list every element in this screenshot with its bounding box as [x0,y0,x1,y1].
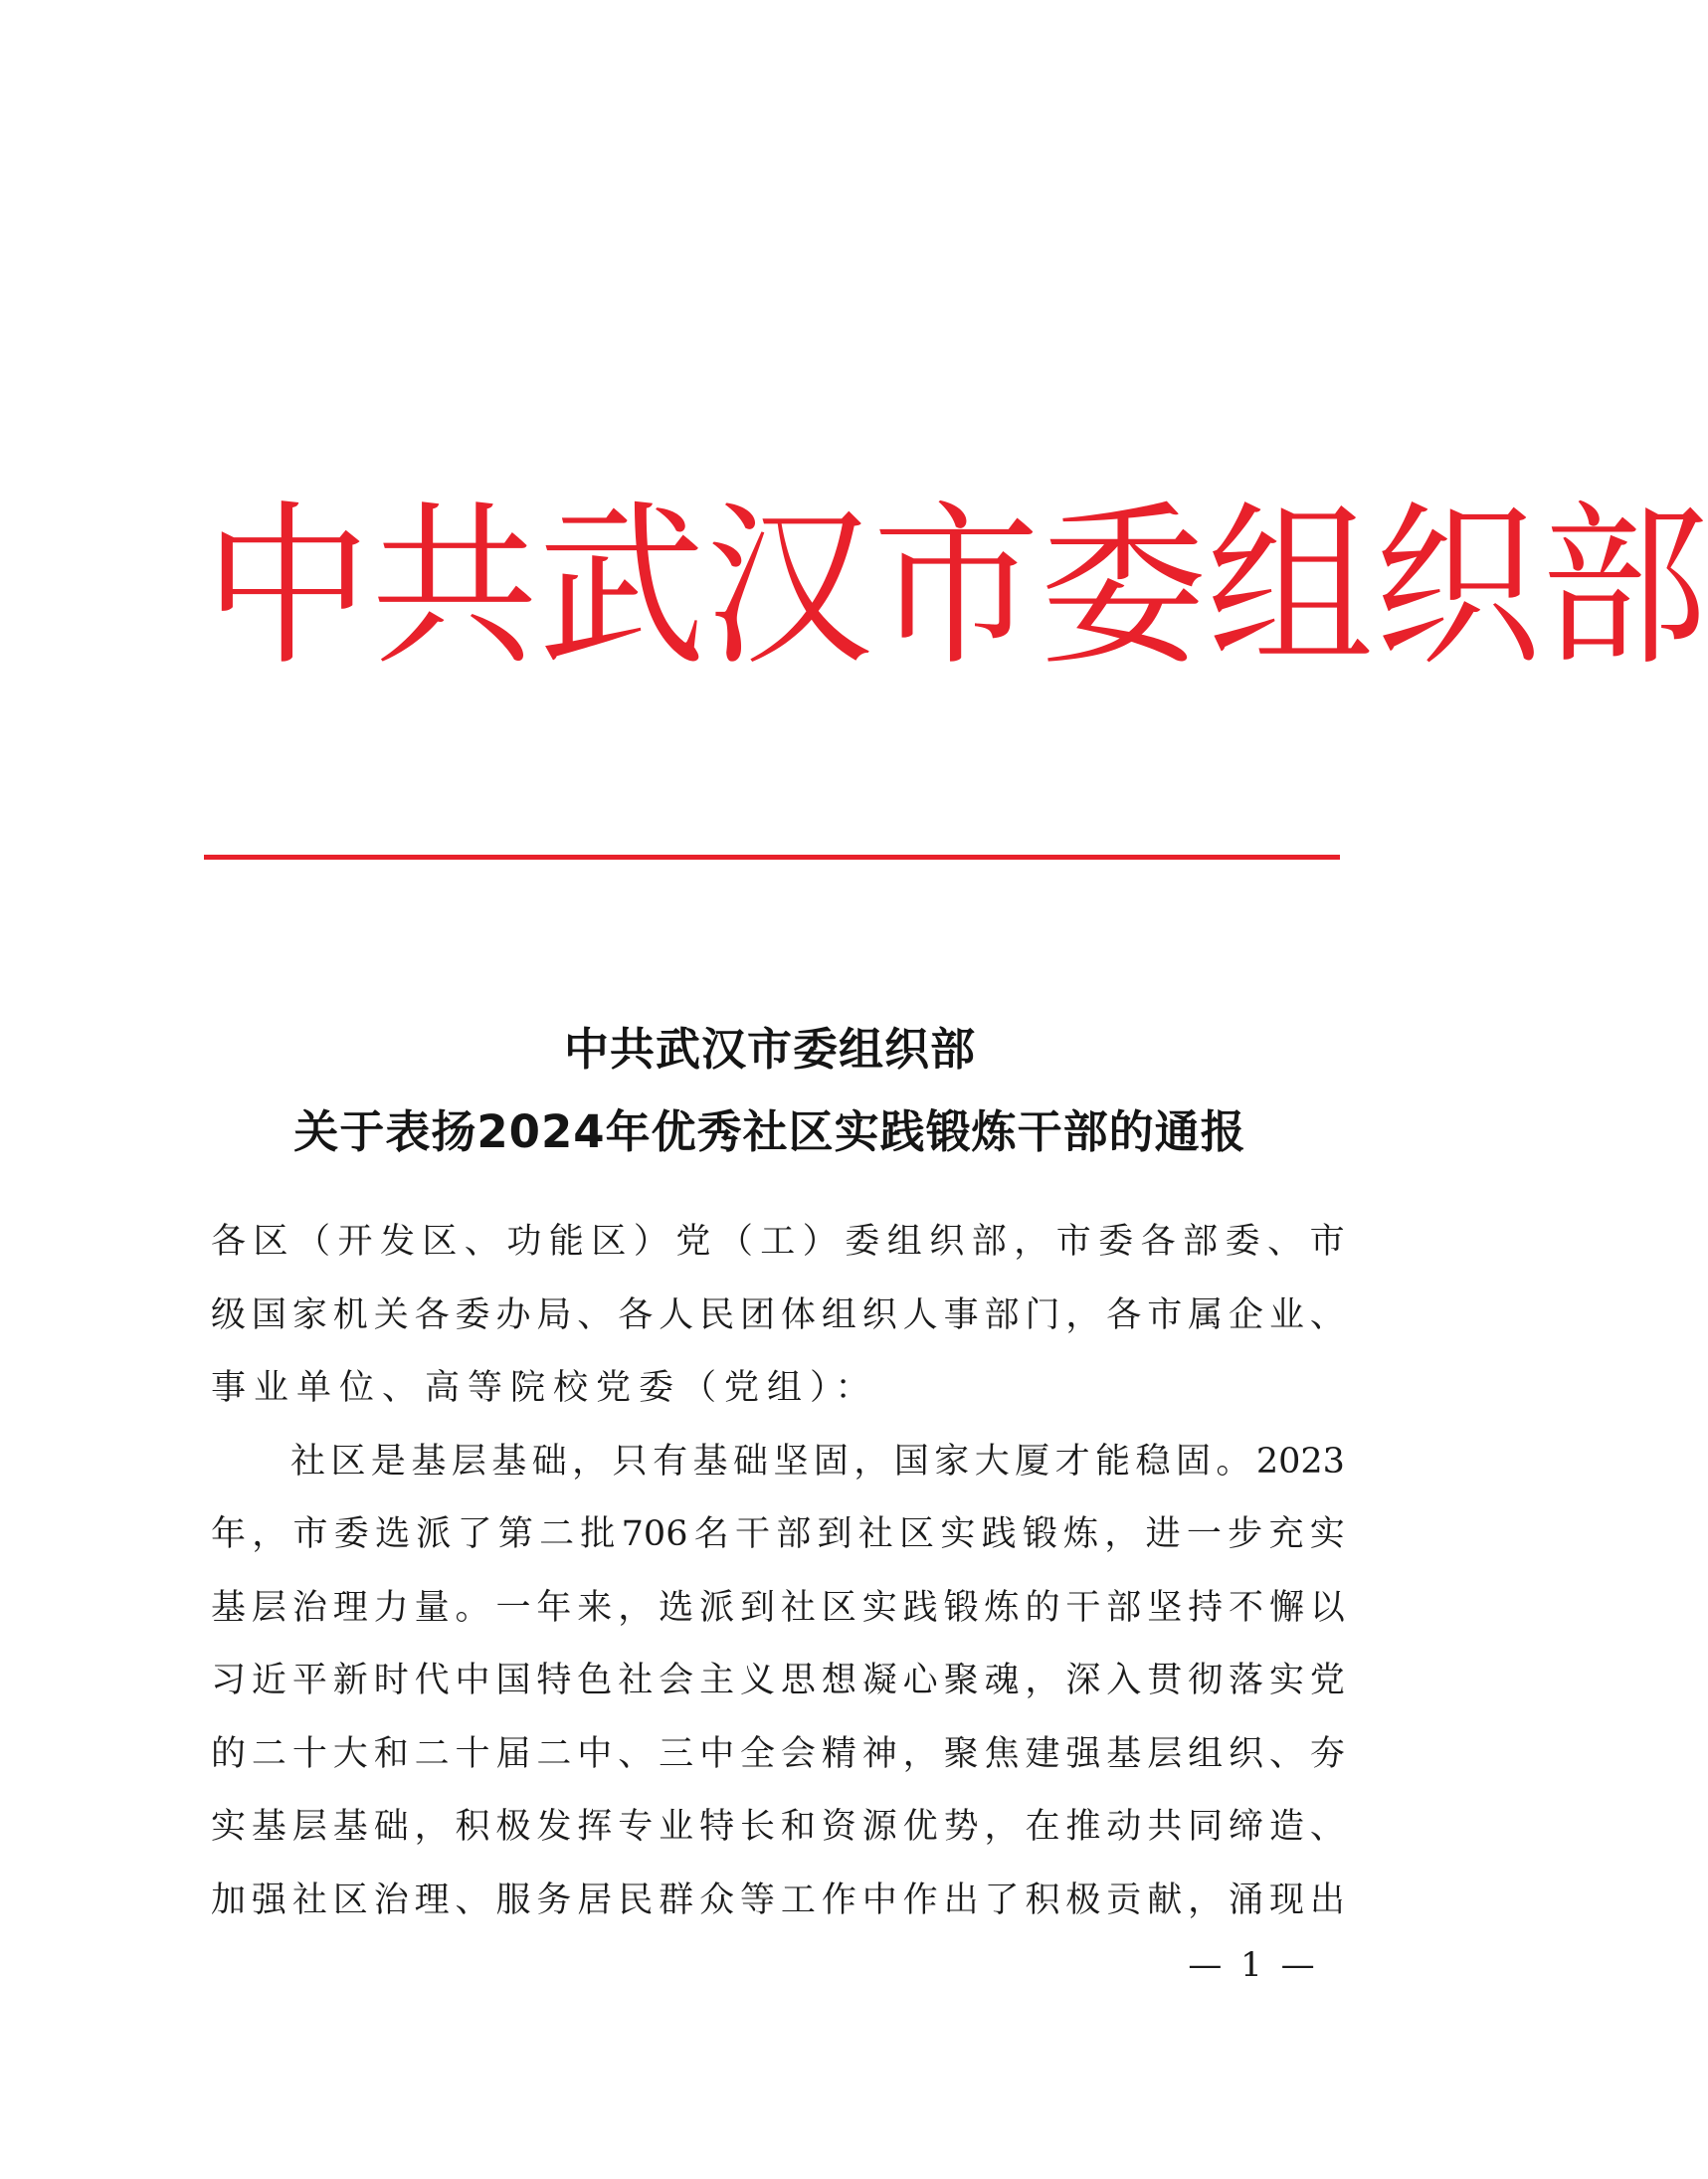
issuer-char: 组 [1207,485,1374,690]
issuer-char: 共 [371,485,538,690]
body-line: 各 区 （ 开 发 区 、 功 能 区 ） 党 （ 工 ） 委 组 织 部 ， 市 委 各 部 委 、 市 [211,1222,1345,1262]
body-line: 实 基 层 基 础 ， 积 极 发 挥 专 业 特 长 和 资 源 优 势 ， 在 推 动 共 同 缔 造 、 [211,1807,1345,1847]
issuer-char: 汉 [705,485,872,690]
letterhead-red-rule [204,855,1340,860]
body-line: 年 ， 市 委 选 派 了 第 二 批 706 名 干 部 到 社 区 实 践 锻 炼 ， 进 一 步 充 实 [211,1514,1345,1554]
document-body [211,1206,1345,1937]
issuer-char: 织 [1374,485,1541,690]
body-line: 级 国 家 机 关 各 委 办 局 、 各 人 民 团 体 组 织 人 事 部 门 ， 各 市 属 企 业 、 [211,1294,1345,1335]
issuer-char: 中 [204,485,371,690]
body-line: 社 区 是 基 层 基 础 ， 只 有 基 础 坚 固 ， 国 家 大 厦 才 能 稳 固 。 2023 [290,1441,1345,1482]
issuer-char: 武 [538,485,705,690]
body-line: 事业单位、高等院校党委（党组）： [211,1368,878,1408]
body-line: 习 近 平 新 时 代 中 国 特 色 社 会 主 义 思 想 凝 心 聚 魂 ， 深 入 贯 彻 落 实 党 [211,1661,1345,1700]
letterhead-issuer [204,483,1708,692]
document-title-line1: 中共武汉市委组织部 [563,1023,976,1076]
document-title-line2: 关于表扬2024年优秀社区实践锻炼干部的通报 [293,1105,1246,1158]
body-line: 加 强 社 区 治 理 、 服 务 居 民 群 众 等 工 作 中 作 出 了 积 极 贡 献 ， 涌 现 出 [211,1880,1345,1920]
issuer-char: 部 [1541,485,1708,690]
body-line: 基 层 治 理 力 量 。 一 年 来 ， 选 派 到 社 区 实 践 锻 炼 的 干 部 坚 持 不 懈 以 [211,1587,1345,1628]
page-number: — 1 — [1188,1945,1319,1985]
body-line: 的 二 十 大 和 二 十 届 二 中 、 三 中 全 会 精 神 ， 聚 焦 建 强 基 层 组 织 、 夯 [211,1733,1345,1774]
issuer-char: 市 [872,485,1040,690]
issuer-char: 委 [1040,485,1207,690]
